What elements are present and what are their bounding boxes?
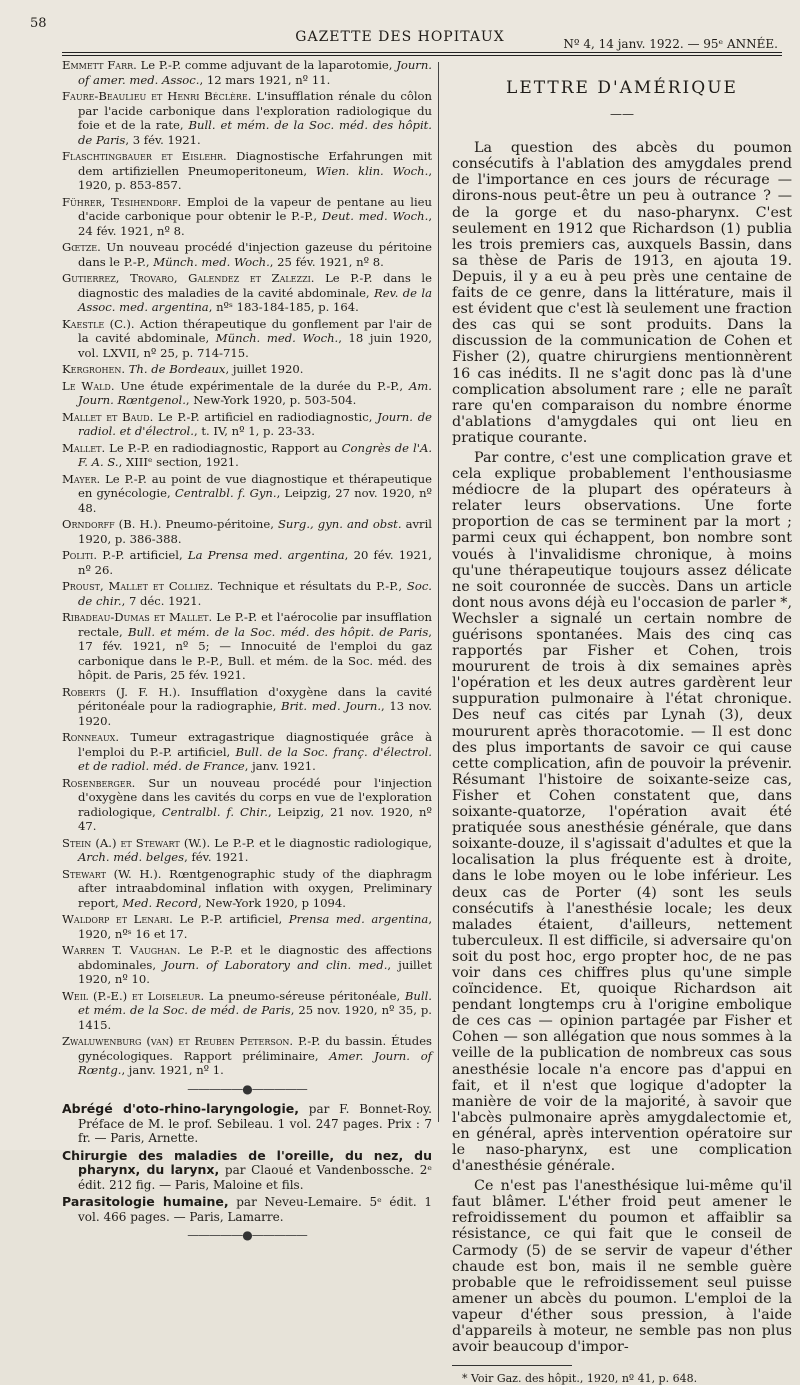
reference-author: Ronneaux.	[62, 730, 120, 744]
reference-author: Politi.	[62, 548, 98, 562]
reference-entry	[62, 836, 432, 865]
reference-details: , Leipzig, 27 nov. 1920, nº 48.	[78, 486, 432, 515]
reference-source: Am. Journ. Rœntgenol.	[78, 378, 432, 407]
reference-details: , Leipzig, 21 nov. 1920, nº 47.	[78, 804, 432, 833]
reference-source: Bull. et mém. de la Soc. méd. des hôpit. de Paris	[127, 624, 429, 639]
reference-author: Stewart (W. H.).	[62, 866, 162, 881]
reference-title: Le P.-P. dans le diagnostic des maladies de la cavité abdominale,	[78, 271, 433, 300]
reference-title: Le P.-P. en radiodiagnostic, Rapport au	[105, 440, 342, 455]
reference-details: , 1920, p. 853-857.	[78, 163, 432, 192]
section-divider-end: —————●—————	[187, 1228, 307, 1242]
reference-author: Gœtze.	[62, 240, 101, 254]
reference-entry	[62, 58, 432, 87]
reference-details: avril 1920, p. 386-388.	[78, 517, 433, 546]
reference-source: Arch. méd. belges	[78, 850, 185, 864]
reference-author: Führer, Tesihendorf.	[62, 194, 182, 209]
footnote-rule	[452, 1365, 572, 1366]
reference-details: , New-York 1920, p. 503-504.	[185, 393, 357, 407]
letter-heading: LETTRE D'AMÉRIQUE	[506, 78, 738, 98]
reference-source: Bull. et mém. de la Soc. de méd. de Paris	[78, 988, 432, 1017]
reference-author: Kergrohen.	[62, 362, 125, 376]
reference-entry	[62, 271, 432, 315]
reference-entry	[62, 989, 432, 1033]
reference-details: , 17 fév. 1921, nº 5; — Innocuité de l'emploi du gaz carbonique dans le P.-P., Bull. et mém. de la Soc. méd. des hôpit. de Paris, 25 fév. 1921.	[78, 624, 432, 682]
book-notices	[62, 1102, 432, 1224]
reference-title: Diagnostische Erfahrungen mit dem artifiziellen Pneumoperitoneum,	[78, 149, 432, 178]
reference-source: Amer. Journ. of Rœntg.	[78, 1048, 432, 1077]
reference-source: La Prensa med. argentina	[187, 548, 345, 562]
reference-details: , t. IV, nº 1, p. 23-33.	[193, 424, 315, 438]
reference-details: , New-York 1920, p 1094.	[197, 895, 346, 910]
book-details: par Claoué et Vandenbossche. 2ᵉ édit. 212 fig. — Paris, Maloine et fils.	[78, 1163, 432, 1192]
letter-heading-dash: ——	[610, 107, 634, 122]
reference-details: , juillet 1920.	[225, 362, 304, 376]
letter-paragraph-1: La question des abcès du poumon consécutifs à l'ablation des amygdales prend de l'importance en ces jours de récurage — dirons-nous peut-être un peu à outrance ? — de la gorge et du naso-pharynx. C'est seulement en 1912 que Richardson (1) publia les trois premiers cas, auxquels Bassin, dans sa thèse de Paris de 1913, en ajouta 19. Depuis, il y a eu à peu près une centaine de faits de ce genre, dans la littérature, mais il est évident que c'est là seulement une fraction des cas qui se sont produits. Dans la discussion de la communication de Cohen et Fisher (2), quatre chirurgiens mentionnèrent 16 cas inédits. Il ne s'agit donc pas là d'une complication absolument rare ; elle ne paraît rare qu'en comparaison du nombre énorme d'ablations d'amygdales qui ont lieu en pratique courante.	[452, 140, 792, 446]
reference-title: Emploi de la vapeur de pentane au lieu d'acide carbonique pour obtenir le P.-P.,	[78, 194, 432, 223]
reference-source: Med. Record	[122, 895, 198, 910]
reference-title: La pneumo-séreuse péritonéale,	[204, 988, 405, 1003]
reference-title: P.-P. artificiel,	[97, 548, 188, 562]
reference-source: Brit. med. Journ.	[280, 699, 382, 713]
reference-title: Sur un nouveau procédé pour l'injection d'oxygène dans les cavités du corps en vue de l'exploration radiologique,	[78, 775, 432, 819]
reference-details: , 18 juin 1920, vol. LXVII, nº 25, p. 714-715.	[78, 331, 432, 360]
reference-entry	[62, 730, 432, 774]
reference-source: Journ. de radiol. et d'électrol.	[78, 409, 432, 438]
reference-title: Le P.-P. et l'aérocolie par insufflation rectale,	[78, 610, 432, 639]
reference-title: Le P.-P. artificiel en radiodiagnostic,	[153, 409, 378, 424]
book-details: par F. Bonnet-Roy. Préface de M. le prof. Sebileau. 1 vol. 247 pages. Prix : 7 fr. — Paris, Arnette.	[78, 1102, 432, 1145]
reference-title: Pneumo-péritoine,	[161, 517, 278, 531]
reference-entry	[62, 776, 432, 834]
reference-source: Centralbl. f. Gyn.	[174, 486, 277, 500]
book-details: par Neveu-Lemaire. 5ᵉ édit. 1 vol. 466 pages. — Paris, Lamarre.	[78, 1195, 432, 1224]
reference-details: , XIIIᵉ section, 1921.	[118, 455, 239, 469]
reference-source: Surg., gyn. and obst.	[277, 517, 402, 531]
reference-entry	[62, 441, 432, 470]
reference-details: , 13 nov. 1920.	[78, 699, 432, 728]
reference-author: Zwaluwenburg (van) et Reuben Peterson.	[62, 1034, 294, 1048]
reference-entry	[62, 379, 432, 408]
reference-source: Deut. med. Woch.	[321, 209, 429, 223]
letter-paragraph-2: Par contre, c'est une complication grave et cela explique probablement l'enthousiasme médiocre de la plupart des opérateurs à relater leurs observations. Une forte proportion de cas se terminent par la mort ; parmi ceux qui échappent, bon nombre sont voués à l'invalidisme chronique, à moins qu'une thérapeutique toujours assez délicate ne soit couronnée de succès. Dans un article dont nous avons déjà eu l'occasion de parler *, Wechsler a signalé un certain nombre de guérisons spontanées. Mais des cinq cas rapportés par Fisher et Cohen, trois moururent de trois à dix semaines après l'opération et les deux autres gardèrent leur suppuration pulmonaire à l'état chronique. Des neuf cas cités par Lynah (3), deux moururent après thoracotomie. — Il est donc des plus importants de savoir ce qui cause cette complication, afin de pouvoir la prévenir. Résumant l'histoire de soixante-seize cas, Fisher et Cohen constatent que, dans soixante-quatorze, l'opération avait été pratiquée sous anesthésie générale, que dans soixante-douze, il s'agissait d'adultes et que la localisation la plus fréquente est à droite, dans le lobe moyen ou le lobe inférieur. Les deux cas de Porter (4) sont les seuls consécutifs à l'anesthésie locale; les deux malades étaient, d'ailleurs, nettement tuberculeux. Il est difficile, si adversaire qu'on soit du post hoc, ergo propter hoc, de ne pas voir dans ces chiffres plus qu'une simple coïncidence. Et, quoique Richardson ait pendant longtemps cru à l'origine embolique de ces cas — opinion partagée par Fisher et Cohen — son allégation que nous sommes à la veille de la publication de nombreux cas sous anesthésie locale n'a encore pas d'appui en fait, et il n'est que logique d'adopter la manière de voir de la majorité, à savoir que l'abcès pulmonaire après amygdalectomie et, en général, après intervention opératoire sur le naso-pharynx, est une complication d'anesthésie générale.	[452, 449, 792, 1175]
reference-entry	[62, 943, 432, 987]
reference-author: Weil (P.-E.) et Loiseleur.	[62, 988, 205, 1003]
reference-source: Münch. med. Woch.	[215, 331, 339, 345]
reference-author: Roberts (J. F. H.).	[62, 684, 181, 699]
reference-source: Rev. de la Assoc. med. argentina	[78, 285, 433, 314]
reference-entry	[62, 149, 432, 193]
book-notice	[62, 1149, 432, 1193]
reference-details: , 25 nov. 1920, nº 35, p. 1415.	[78, 1003, 432, 1032]
reference-title: Un nouveau procédé d'injection gazeuse du péritoine dans le P.-P.,	[78, 240, 432, 269]
footnote: * Voir Gaz. des hôpit., 1920, nº 41, p. 648.	[462, 1372, 698, 1385]
reference-entry	[62, 89, 432, 147]
reference-author: Kaestle (C.).	[62, 316, 135, 331]
reference-details: , fév. 1921.	[184, 850, 249, 864]
reference-source: Journ. of Laboratory and clin. med.	[163, 957, 388, 972]
journal-title: GAZETTE DES HOPITAUX	[295, 29, 505, 45]
page-number: 58	[30, 16, 47, 31]
reference-title: Le P.-P. comme adjuvant de la laparotomie,	[136, 58, 397, 72]
reference-title: Le P.-P. au point de vue diagnostique et thérapeutique en gynécologie,	[78, 471, 432, 500]
book-title: Abrégé d'oto-rhino-laryngologie,	[62, 1101, 299, 1116]
reference-author: Le Wald.	[62, 378, 115, 393]
reference-entry	[62, 610, 432, 683]
book-title: Parasitologie humaine,	[62, 1194, 229, 1209]
reference-entry	[62, 548, 432, 577]
bibliography-column	[62, 58, 432, 1247]
reference-details: , 3 fév. 1921.	[125, 132, 201, 147]
reference-author: Warren T. Vaughan.	[62, 943, 181, 957]
reference-author: Proust, Mallet et Colliez.	[62, 579, 214, 593]
reference-title: L'insufflation rénale du côlon par l'acide carbonique dans l'exploration radiologique du foie et de la rate,	[78, 89, 432, 132]
header-rule-top	[62, 52, 782, 53]
reference-source: Bull. de la Soc. franç. d'électrol. et de radiol. méd. de France	[78, 744, 432, 773]
reference-title: Rœntgenographic study of the diaphragm after intraabdominal inflation with oxygen, Preliminary report,	[78, 866, 432, 910]
reference-source: Münch. med. Woch.	[153, 254, 270, 269]
issue-line: Nº 4, 14 janv. 1922. — 95ᵉ ANNÉE.	[563, 37, 778, 51]
reference-author: Emmett Farr.	[62, 58, 137, 72]
reference-title: Le P.-P. artificiel,	[172, 912, 289, 926]
reference-source: Prensa med. argentina	[288, 912, 429, 926]
reference-source: Journ. of amer. med. Assoc.	[78, 58, 432, 87]
reference-title: Technique et résultats du P.-P.,	[213, 579, 407, 593]
reference-entry	[62, 240, 432, 269]
reference-title: Le P.-P. et le diagnostic des affections abdominales,	[78, 943, 433, 972]
reference-author: Flaschtingbauer et Eislehr.	[62, 149, 227, 163]
reference-details: , 25 fév. 1921, nº 8.	[269, 254, 384, 269]
book-notice	[62, 1102, 432, 1146]
reference-details: , janv. 1921, nº 1.	[121, 1063, 224, 1077]
book-notice	[62, 1195, 432, 1224]
reference-author: Stein (A.) et Stewart (W.).	[62, 835, 211, 850]
reference-entry	[62, 317, 432, 361]
header-rule-bottom	[62, 55, 782, 56]
reference-author: Mallet et Baud.	[62, 409, 154, 424]
column-divider	[438, 62, 439, 1122]
reference-title: Insufflation d'oxygène dans la cavité péritonéale pour la radiographie,	[78, 684, 432, 713]
reference-entry	[62, 867, 432, 911]
book-title: Chirurgie des maladies de l'oreille, du nez, du pharynx, du larynx,	[62, 1147, 432, 1177]
reference-author: Ribadeau-Dumas et Mallet.	[62, 610, 213, 624]
reference-entry	[62, 1034, 432, 1078]
reference-author: Orndorff (B. H.).	[62, 517, 162, 531]
reference-title: Une étude expérimentale de la durée du P.-P.,	[114, 378, 409, 393]
reference-source: Th. de Bordeaux	[128, 362, 226, 376]
reference-list	[62, 58, 432, 1078]
reference-details: , 20 fév. 1921, nº 26.	[78, 548, 432, 577]
reference-entry	[62, 410, 432, 439]
reference-entry	[62, 517, 432, 546]
reference-details: , nºˢ 183-184-185, p. 164.	[208, 300, 359, 314]
reference-entry	[62, 685, 432, 729]
reference-author: Rosenberger.	[62, 775, 136, 790]
reference-title: Action thérapeutique du gonflement par l'air de la cavité abdominale,	[78, 316, 432, 345]
reference-details: , janv. 1921.	[244, 759, 316, 773]
reference-details: , juillet 1920, nº 10.	[78, 957, 432, 986]
reference-source: Soc. de chir.	[78, 579, 432, 608]
reference-author: Mallet.	[62, 440, 106, 455]
reference-source: Centralbl. f. Chir.	[161, 804, 268, 819]
letter-column	[452, 80, 792, 1385]
reference-author: Gutierrez, Trovaro, Galendez et Zalezzi.	[62, 271, 315, 285]
reference-entry	[62, 579, 432, 608]
reference-details: , 12 mars 1921, nº 11.	[199, 72, 331, 87]
reference-details: , 1920, nºˢ 16 et 17.	[78, 912, 432, 941]
reference-author: Waldorp et Lenari.	[62, 912, 173, 926]
reference-title: Le P.-P. et le diagnostic radiologique,	[210, 835, 432, 850]
reference-source: Congrès de l'A. F. A. S.	[78, 440, 433, 469]
reference-author: Faure-Beaulieu et Henri Béclère.	[62, 89, 252, 103]
reference-source: Bull. et mém. de la Soc. méd. des hôpit. de Paris	[78, 118, 432, 147]
reference-entry	[62, 912, 432, 941]
reference-title: P.-P. du bassin. Études gynécologiques. Rapport préliminaire,	[78, 1034, 432, 1063]
section-divider: —————●—————	[187, 1081, 307, 1096]
reference-details: , 7 déc. 1921.	[121, 593, 202, 608]
reference-title: Tumeur extragastrique diagnostiquée grâce à l'emploi du P.-P. artificiel,	[78, 730, 432, 759]
reference-source: Wien. klin. Woch.	[315, 163, 429, 178]
reference-author: Mayer.	[62, 471, 101, 486]
reference-entry	[62, 472, 432, 516]
reference-details: , 24 fév. 1921, nº 8.	[78, 209, 432, 238]
letter-paragraph-3: Ce n'est pas l'anesthésique lui-même qu'il faut blâmer. L'éther froid peut amener le refroidissement du poumon et affaiblir sa résistance, ce qui fait que le conseil de Carmody (5) de se servir de vapeur d'éther chaude est bon, mais il ne semble guère probable que le refroidissement seul puisse amener un abcès du poumon. L'emploi de la vapeur d'éther sous pression, à l'aide d'appareils à moteur, ne semble pas non plus avoir beaucoup d'impor-	[452, 1178, 792, 1356]
reference-entry	[62, 195, 432, 239]
reference-entry	[62, 362, 432, 377]
